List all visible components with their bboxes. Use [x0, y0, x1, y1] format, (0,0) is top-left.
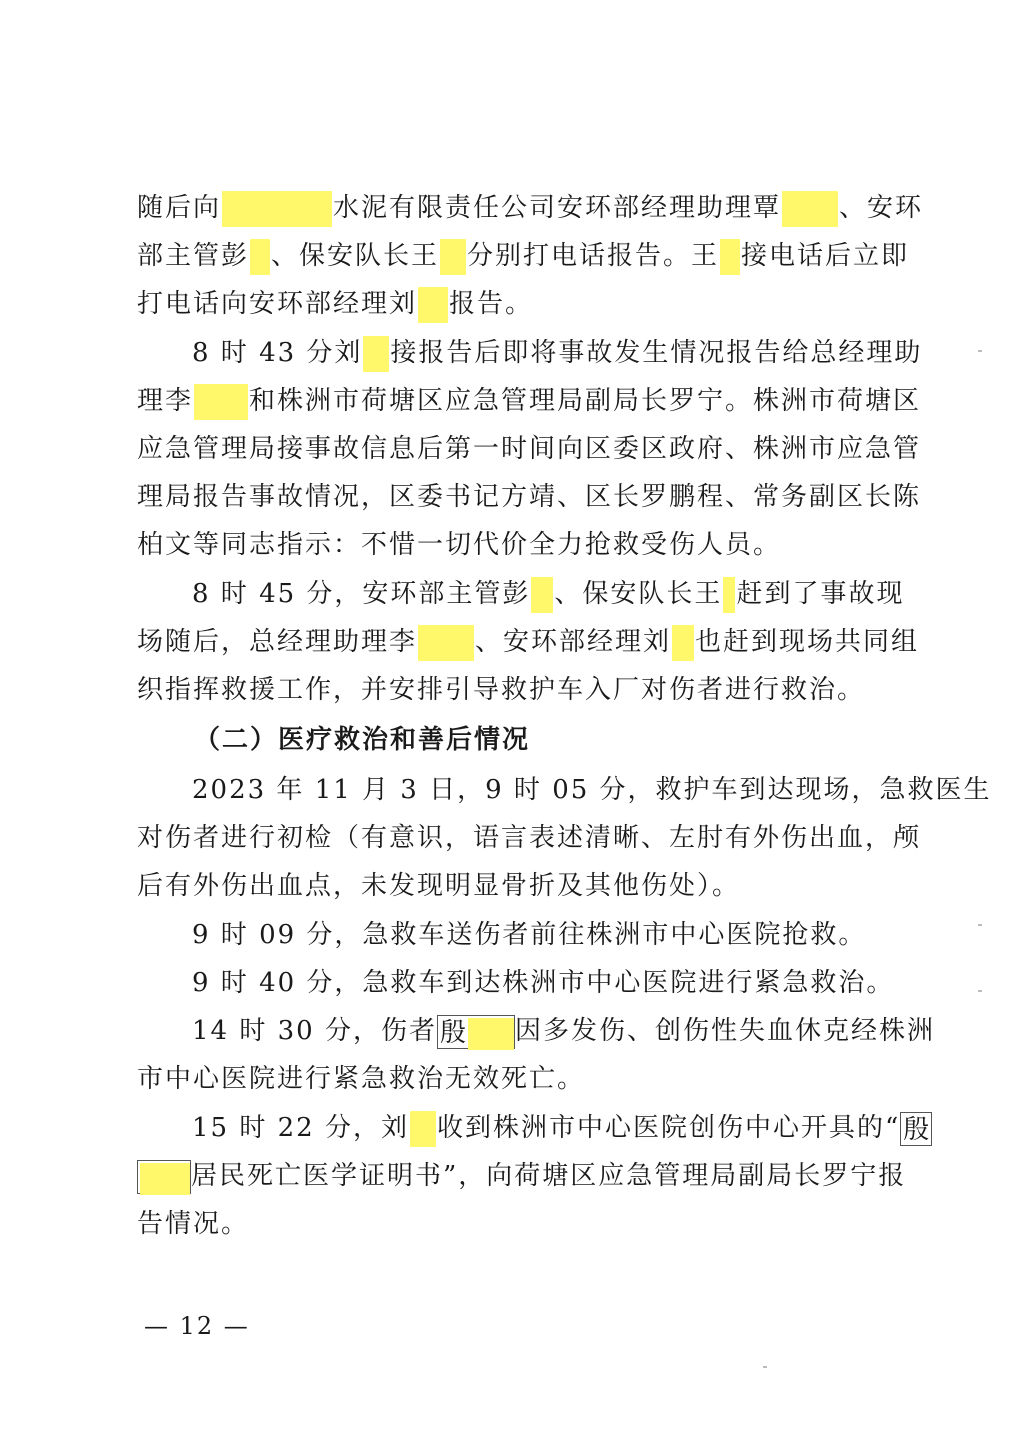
- redaction-mark: [723, 577, 735, 613]
- text-line: 2023 年 11 月 3 日，9 时 05 分，救护车到达现场，急救医生: [192, 775, 992, 805]
- redaction-mark: [418, 287, 448, 323]
- redaction-mark: [440, 239, 466, 275]
- text-line: 9 时 09 分，急救车送伤者前往株洲市中心医院抢救。: [192, 920, 867, 950]
- boxed-name: 殷: [900, 1112, 932, 1146]
- scan-speck: [978, 990, 982, 992]
- page-number: — 12 —: [144, 1312, 250, 1340]
- text-line: 市中心医院进行紧急救治无效死亡。: [137, 1064, 586, 1094]
- redaction-mark: [250, 239, 270, 275]
- text-line: 后有外伤出血点，未发现明显骨折及其他伤处）。: [137, 871, 741, 901]
- redaction-mark: [672, 625, 694, 661]
- scan-speck: [978, 924, 982, 926]
- text-line: 理李 和株洲市荷塘区应急管理局副局长罗宁。株洲市荷塘区: [137, 381, 897, 421]
- text-line: 理局报告事故情况，区委书记方靖、区长罗鹏程、常务副区长陈: [137, 482, 922, 512]
- scan-speck: [763, 1366, 767, 1368]
- redaction-mark: [194, 384, 248, 420]
- text-line: 织指挥救援工作，并安排引导救护车入厂对伤者进行救治。: [137, 675, 866, 705]
- redaction-mark: [363, 336, 389, 372]
- redaction-mark: [222, 191, 332, 227]
- text-line: 打电话向安环部经理刘 报告。: [137, 284, 897, 324]
- text-line: 应急管理局接事故信息后第一时间向区委区政府、株洲市应急管: [137, 434, 922, 464]
- redaction-mark: [468, 1018, 514, 1050]
- boxed-name: [137, 1160, 191, 1194]
- section-heading: （二）医疗救治和善后情况: [194, 725, 531, 755]
- text-line: 场随后，总经理助理李 、安环部经理刘 也赶到现场共同组: [137, 622, 897, 662]
- redaction-mark: [531, 577, 553, 613]
- text-line: 告情况。: [137, 1209, 250, 1239]
- text-line: 8 时 45 分，安环部主管彭 、保安队长王 赶到了事故现: [192, 574, 897, 614]
- text-line: 随后向 水泥有限责任公司安环部经理助理覃 、安环: [137, 188, 897, 228]
- redaction-mark: [140, 1163, 190, 1195]
- boxed-name: 殷: [437, 1015, 515, 1049]
- text-line: 对伤者进行初检（有意识，语言表述清晰、左肘有外伤出血，颅: [137, 823, 922, 853]
- text-line: 柏文等同志指示：不惜一切代价全力抢救受伤人员。: [137, 530, 782, 560]
- text-line: 14 时 30 分，伤者 殷 因多发伤、创伤性失血休克经株洲: [192, 1016, 935, 1048]
- text-line: 8 时 43 分刘 接报告后即将事故发生情况报告给总经理助: [192, 333, 897, 373]
- text-line: 9 时 40 分，急救车到达株洲市中心医院进行紧急救治。: [192, 968, 895, 998]
- redaction-mark: [782, 191, 838, 227]
- redaction-mark: [410, 1111, 436, 1147]
- text-line: 居民死亡医学证明书”，向荷塘区应急管理局副局长罗宁报: [137, 1156, 897, 1196]
- text-line: 部主管彭 、保安队长王 分别打电话报告。王 接电话后立即: [137, 236, 897, 276]
- redaction-mark: [720, 239, 740, 275]
- redaction-mark: [418, 625, 474, 661]
- scan-speck: [978, 350, 982, 352]
- text-line: 15 时 22 分，刘 收到株洲市中心医院创伤中心开具的“ 殷: [192, 1113, 932, 1145]
